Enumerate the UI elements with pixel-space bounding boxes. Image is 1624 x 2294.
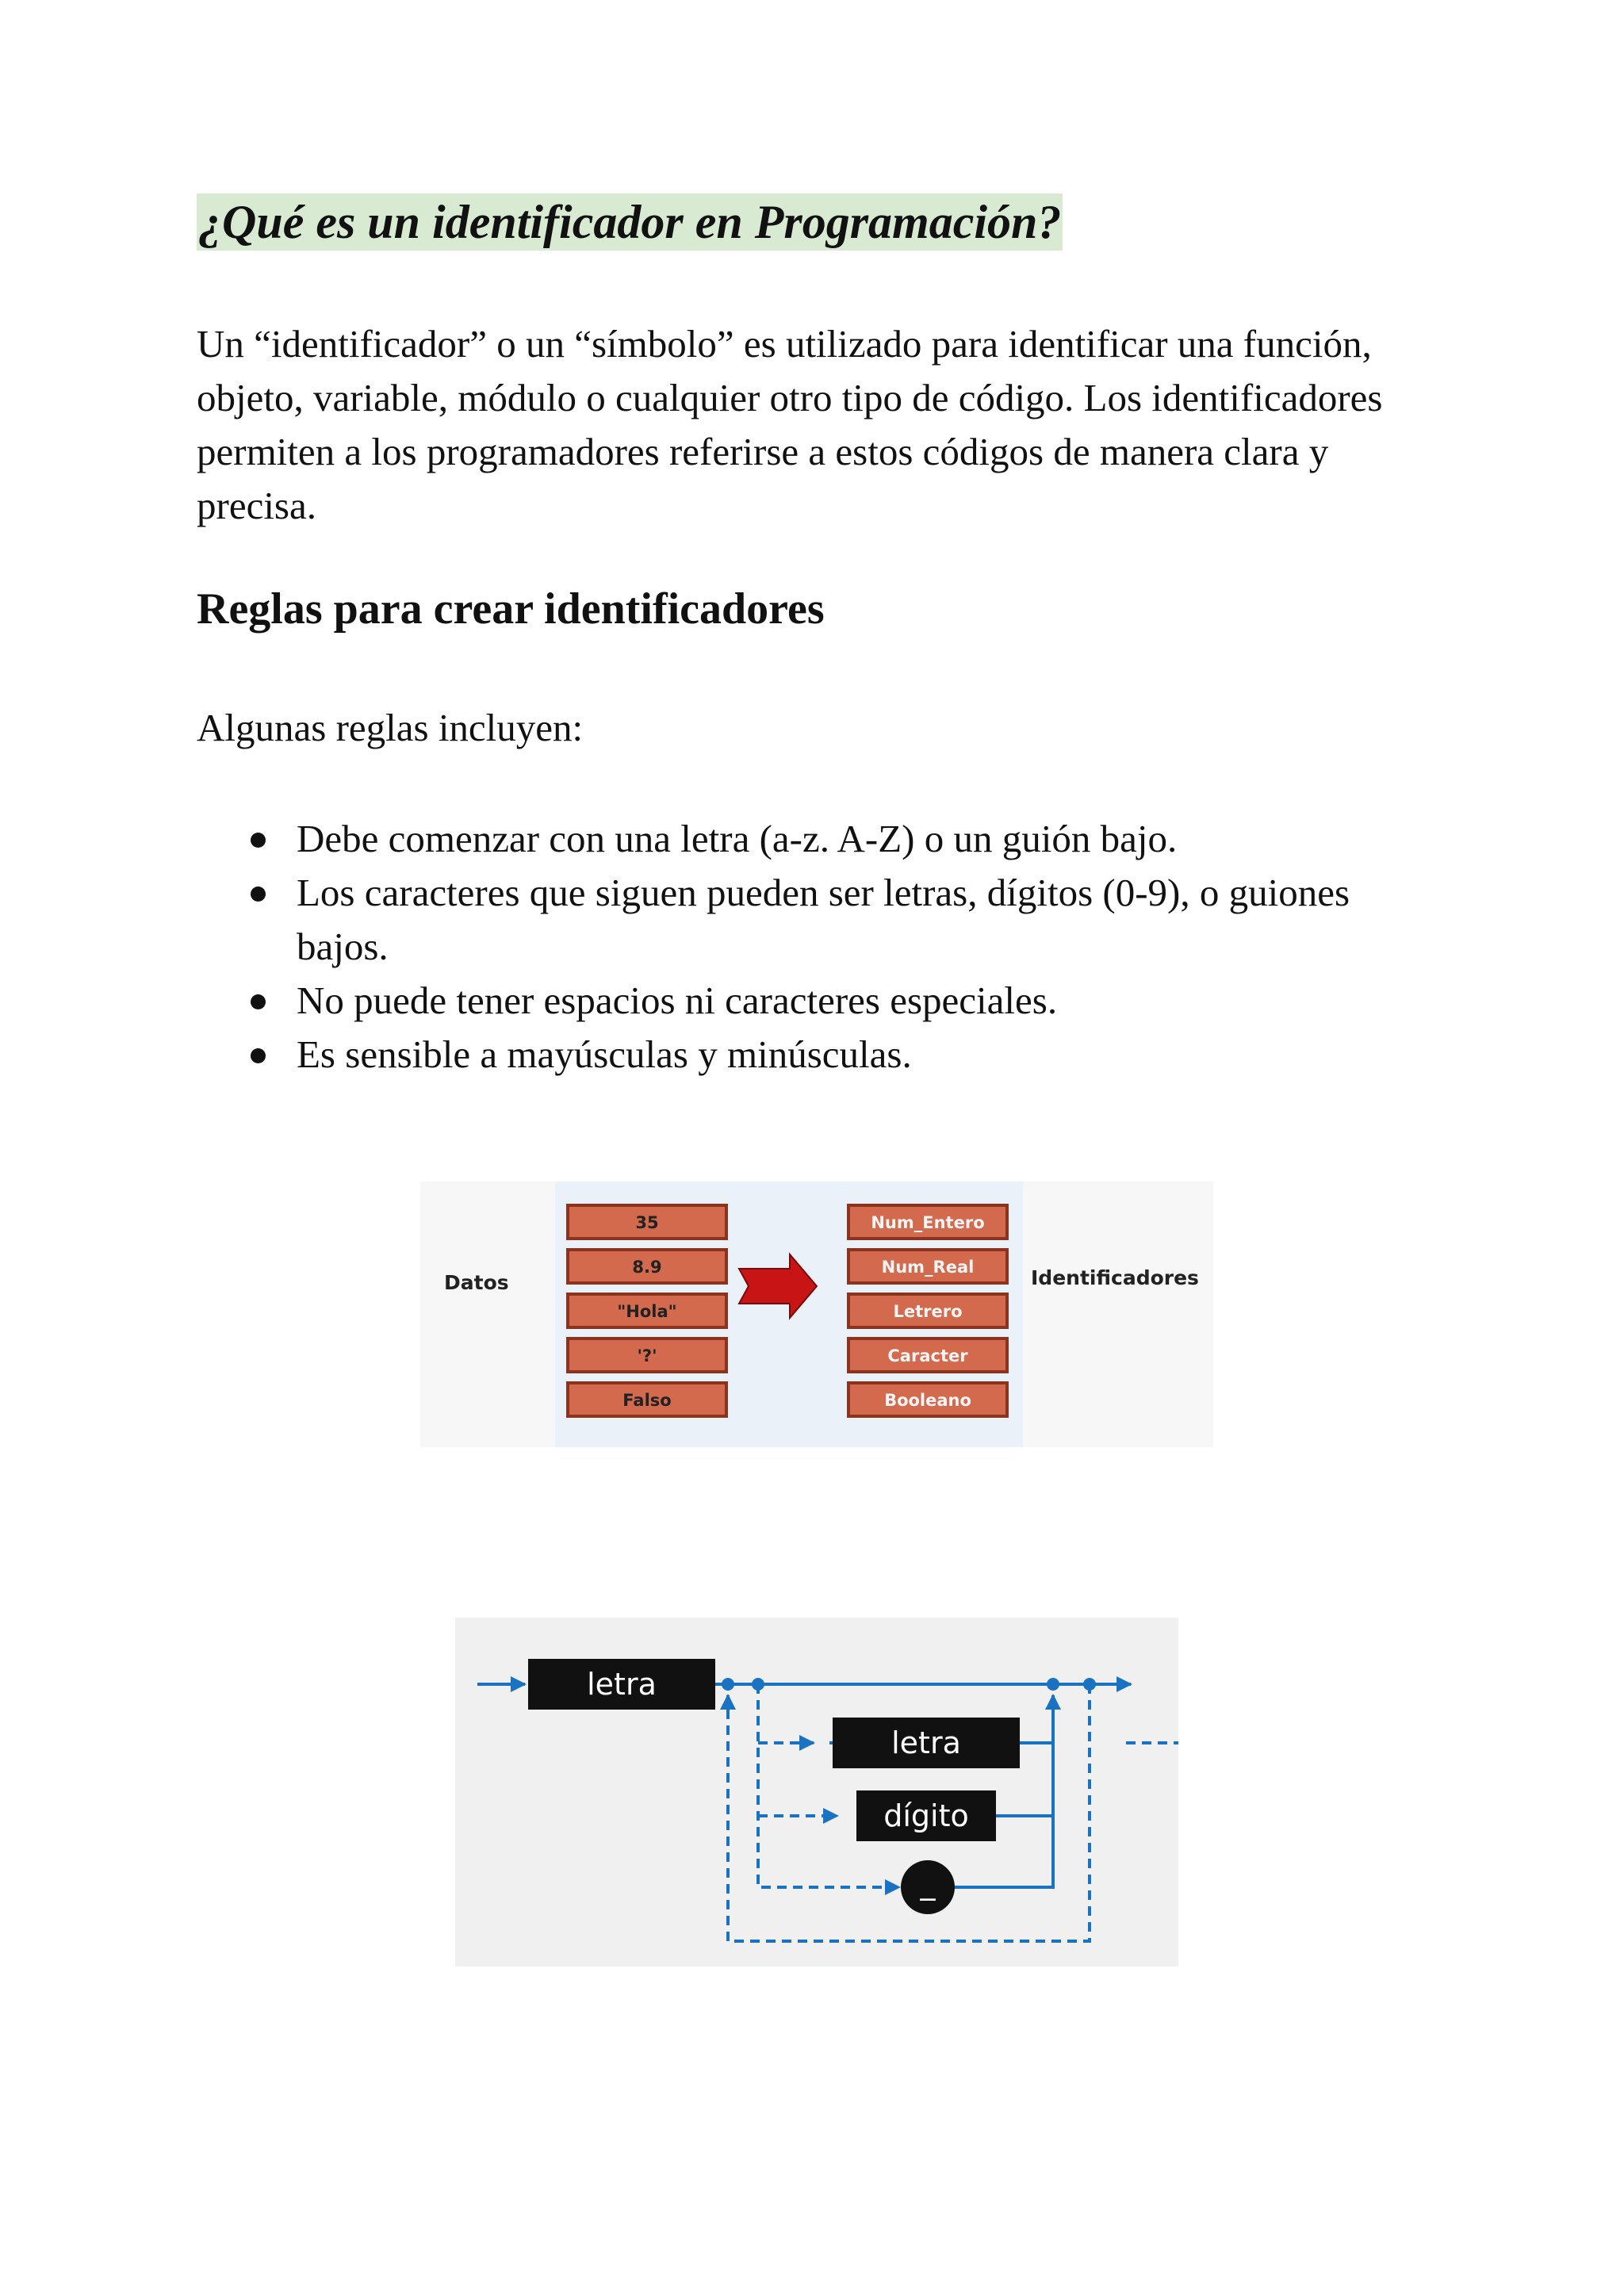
start-letra-box <box>528 1659 715 1710</box>
data-value: "Hola" <box>617 1302 677 1321</box>
page-title: ¿Qué es un identificador en Programación? <box>197 193 1063 251</box>
datos-label: Datos <box>444 1271 509 1294</box>
rule-item <box>197 812 1434 866</box>
option-underscore-text: _ <box>920 1866 936 1901</box>
identifier-box <box>848 1294 1007 1327</box>
identifier-name: Num_Real <box>881 1258 975 1277</box>
rule-text: Es sensible a mayúsculas y minúsculas. <box>297 1032 912 1076</box>
data-value: 8.9 <box>632 1258 662 1277</box>
identifier-box <box>848 1383 1007 1416</box>
identifier-name: Num_Entero <box>871 1213 985 1232</box>
rules-lead: Algunas reglas incluyen: <box>197 706 584 749</box>
bullet-icon <box>251 994 266 1009</box>
data-box <box>568 1294 726 1327</box>
data-value: 35 <box>635 1213 659 1232</box>
bullet-icon <box>251 1048 266 1063</box>
identifier-name: Caracter <box>887 1346 968 1365</box>
identifier-box <box>848 1205 1007 1239</box>
data-value: '?' <box>637 1346 657 1365</box>
rule-item <box>197 974 1434 1028</box>
identificadores-label: Identificadores <box>1031 1266 1199 1289</box>
rule-text: No puede tener espacios ni caracteres especiales. <box>297 978 1058 1022</box>
rule-item <box>197 1028 1434 1082</box>
start-letra-text: letra <box>587 1667 657 1702</box>
option-letra-text: letra <box>891 1725 961 1760</box>
data-box <box>568 1383 726 1416</box>
identifier-box <box>848 1250 1007 1283</box>
data-box <box>568 1338 726 1372</box>
data-to-identifiers-figure <box>420 1181 1213 1447</box>
identifier-name: Booleano <box>884 1391 971 1410</box>
bullet-icon <box>251 887 266 902</box>
identifier-name: Letrero <box>893 1302 963 1321</box>
data-box <box>568 1250 726 1283</box>
intro-paragraph: Un “identificador” o un “símbolo” es utilizado para identificar una función, objeto, variable, módulo o cualquier otro tipo de código. Los identificadores permiten a los programadores referirse a estos códigos de manera clara y precisa. <box>197 322 1383 527</box>
option-underscore-circle <box>901 1860 955 1914</box>
rules-list <box>197 812 1434 1082</box>
rule-text: Los caracteres que siguen pueden ser letras, dígitos (0-9), o guiones bajos. <box>297 871 1350 968</box>
data-value: Falso <box>622 1391 672 1410</box>
rule-text: Debe comenzar con una letra (a-z. A-Z) o un guión bajo. <box>297 817 1178 860</box>
data-box <box>568 1205 726 1239</box>
bullet-icon <box>251 833 266 848</box>
option-digito-box <box>856 1790 996 1841</box>
identifier-syntax-diagram <box>455 1618 1178 1967</box>
rule-item <box>197 866 1434 974</box>
option-digito-text: dígito <box>883 1798 969 1833</box>
option-letra-box <box>833 1718 1020 1768</box>
identifier-box <box>848 1338 1007 1372</box>
section-heading: Reglas para crear identificadores <box>197 584 825 634</box>
